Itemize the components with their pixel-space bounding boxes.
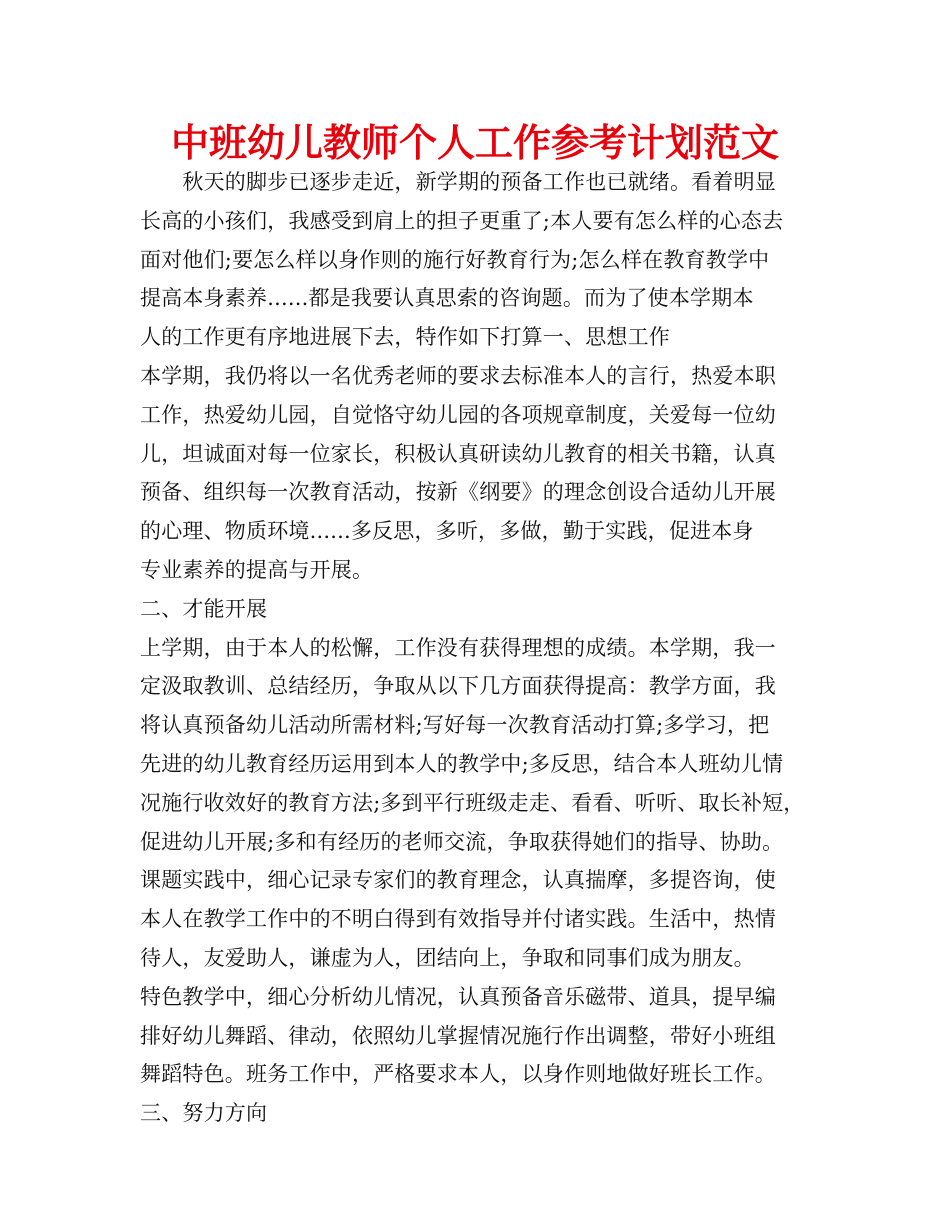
body-line: 儿，坦诚面对每一位家长，积极认真研读幼儿教育的相关书籍，认真 [140, 441, 776, 466]
body-line: 先进的幼儿教育经历运用到本人的教学中;多反思，结合本人班幼儿情 [140, 751, 784, 776]
document-body [140, 163, 820, 1133]
document-title: 中班幼儿教师个人工作参考计划范文 [170, 121, 779, 165]
body-line: 本学期，我仍将以一名优秀老师的要求去标准本人的言行，热爱本职 [140, 363, 776, 388]
body-line: 况施行收效好的教育方法;多到平行班级走走、看看、听听、取长补短， [140, 790, 805, 815]
body-line: 秋天的脚步已逐步走近，新学期的预备工作也已就绪。看着明显 [140, 170, 776, 194]
body-line: 本人在教学工作中的不明白得到有效指导并付诸实践。生活中，热情 [140, 907, 776, 932]
body-line: 促进幼儿开展;多和有经历的老师交流，争取获得她们的指导、协助。 [140, 829, 784, 854]
body-line: 面对他们;要怎么样以身作则的施行好教育行为;怎么样在教育教学中 [140, 247, 770, 272]
body-line: 长高的小孩们，我感受到肩上的担子更重了;本人要有怎么样的心态去 [140, 208, 784, 233]
section-heading: 三、努力方向 [140, 1101, 268, 1126]
body-line: 排好幼儿舞蹈、律动，依照幼儿掌握情况施行作出调整，带好小班组 [140, 1023, 776, 1048]
body-line: 的心理、物质环境......多反思，多听，多做，勤于实践，促进本身 [140, 519, 754, 544]
body-line: 特色教学中，细心分析幼儿情况，认真预备音乐磁带、道具，提早编 [140, 984, 776, 1009]
section-heading: 二、才能开展 [140, 596, 268, 621]
body-line: 预备、组织每一次教育活动，按新《纲要》的理念创设合适幼儿开展 [140, 480, 776, 505]
body-line: 工作，热爱幼儿园，自觉恪守幼儿园的各项规章制度，关爱每一位幼 [140, 402, 776, 427]
body-line: 定汲取教训、总结经历，争取从以下几方面获得提高：教学方面，我 [140, 674, 776, 699]
body-line: 人的工作更有序地进展下去，特作如下打算一、思想工作 [140, 325, 670, 350]
body-line: 专业素养的提高与开展。 [140, 557, 374, 582]
body-line: 课题实践中，细心记录专家们的教育理念，认真揣摩，多提咨询，使 [140, 868, 776, 893]
body-line: 提高本身素养......都是我要认真思索的咨询题。而为了使本学期本 [140, 286, 754, 311]
body-line: 上学期，由于本人的松懈，工作没有获得理想的成绩。本学期，我一 [140, 635, 776, 660]
body-line: 将认真预备幼儿活动所需材料;写好每一次教育活动打算;多学习，把 [140, 713, 770, 738]
body-line: 舞蹈特色。班务工作中，严格要求本人，以身作则地做好班长工作。 [140, 1062, 776, 1087]
body-line: 待人，友爱助人，谦虚为人，团结向上，争取和同事们成为朋友。 [140, 945, 755, 970]
